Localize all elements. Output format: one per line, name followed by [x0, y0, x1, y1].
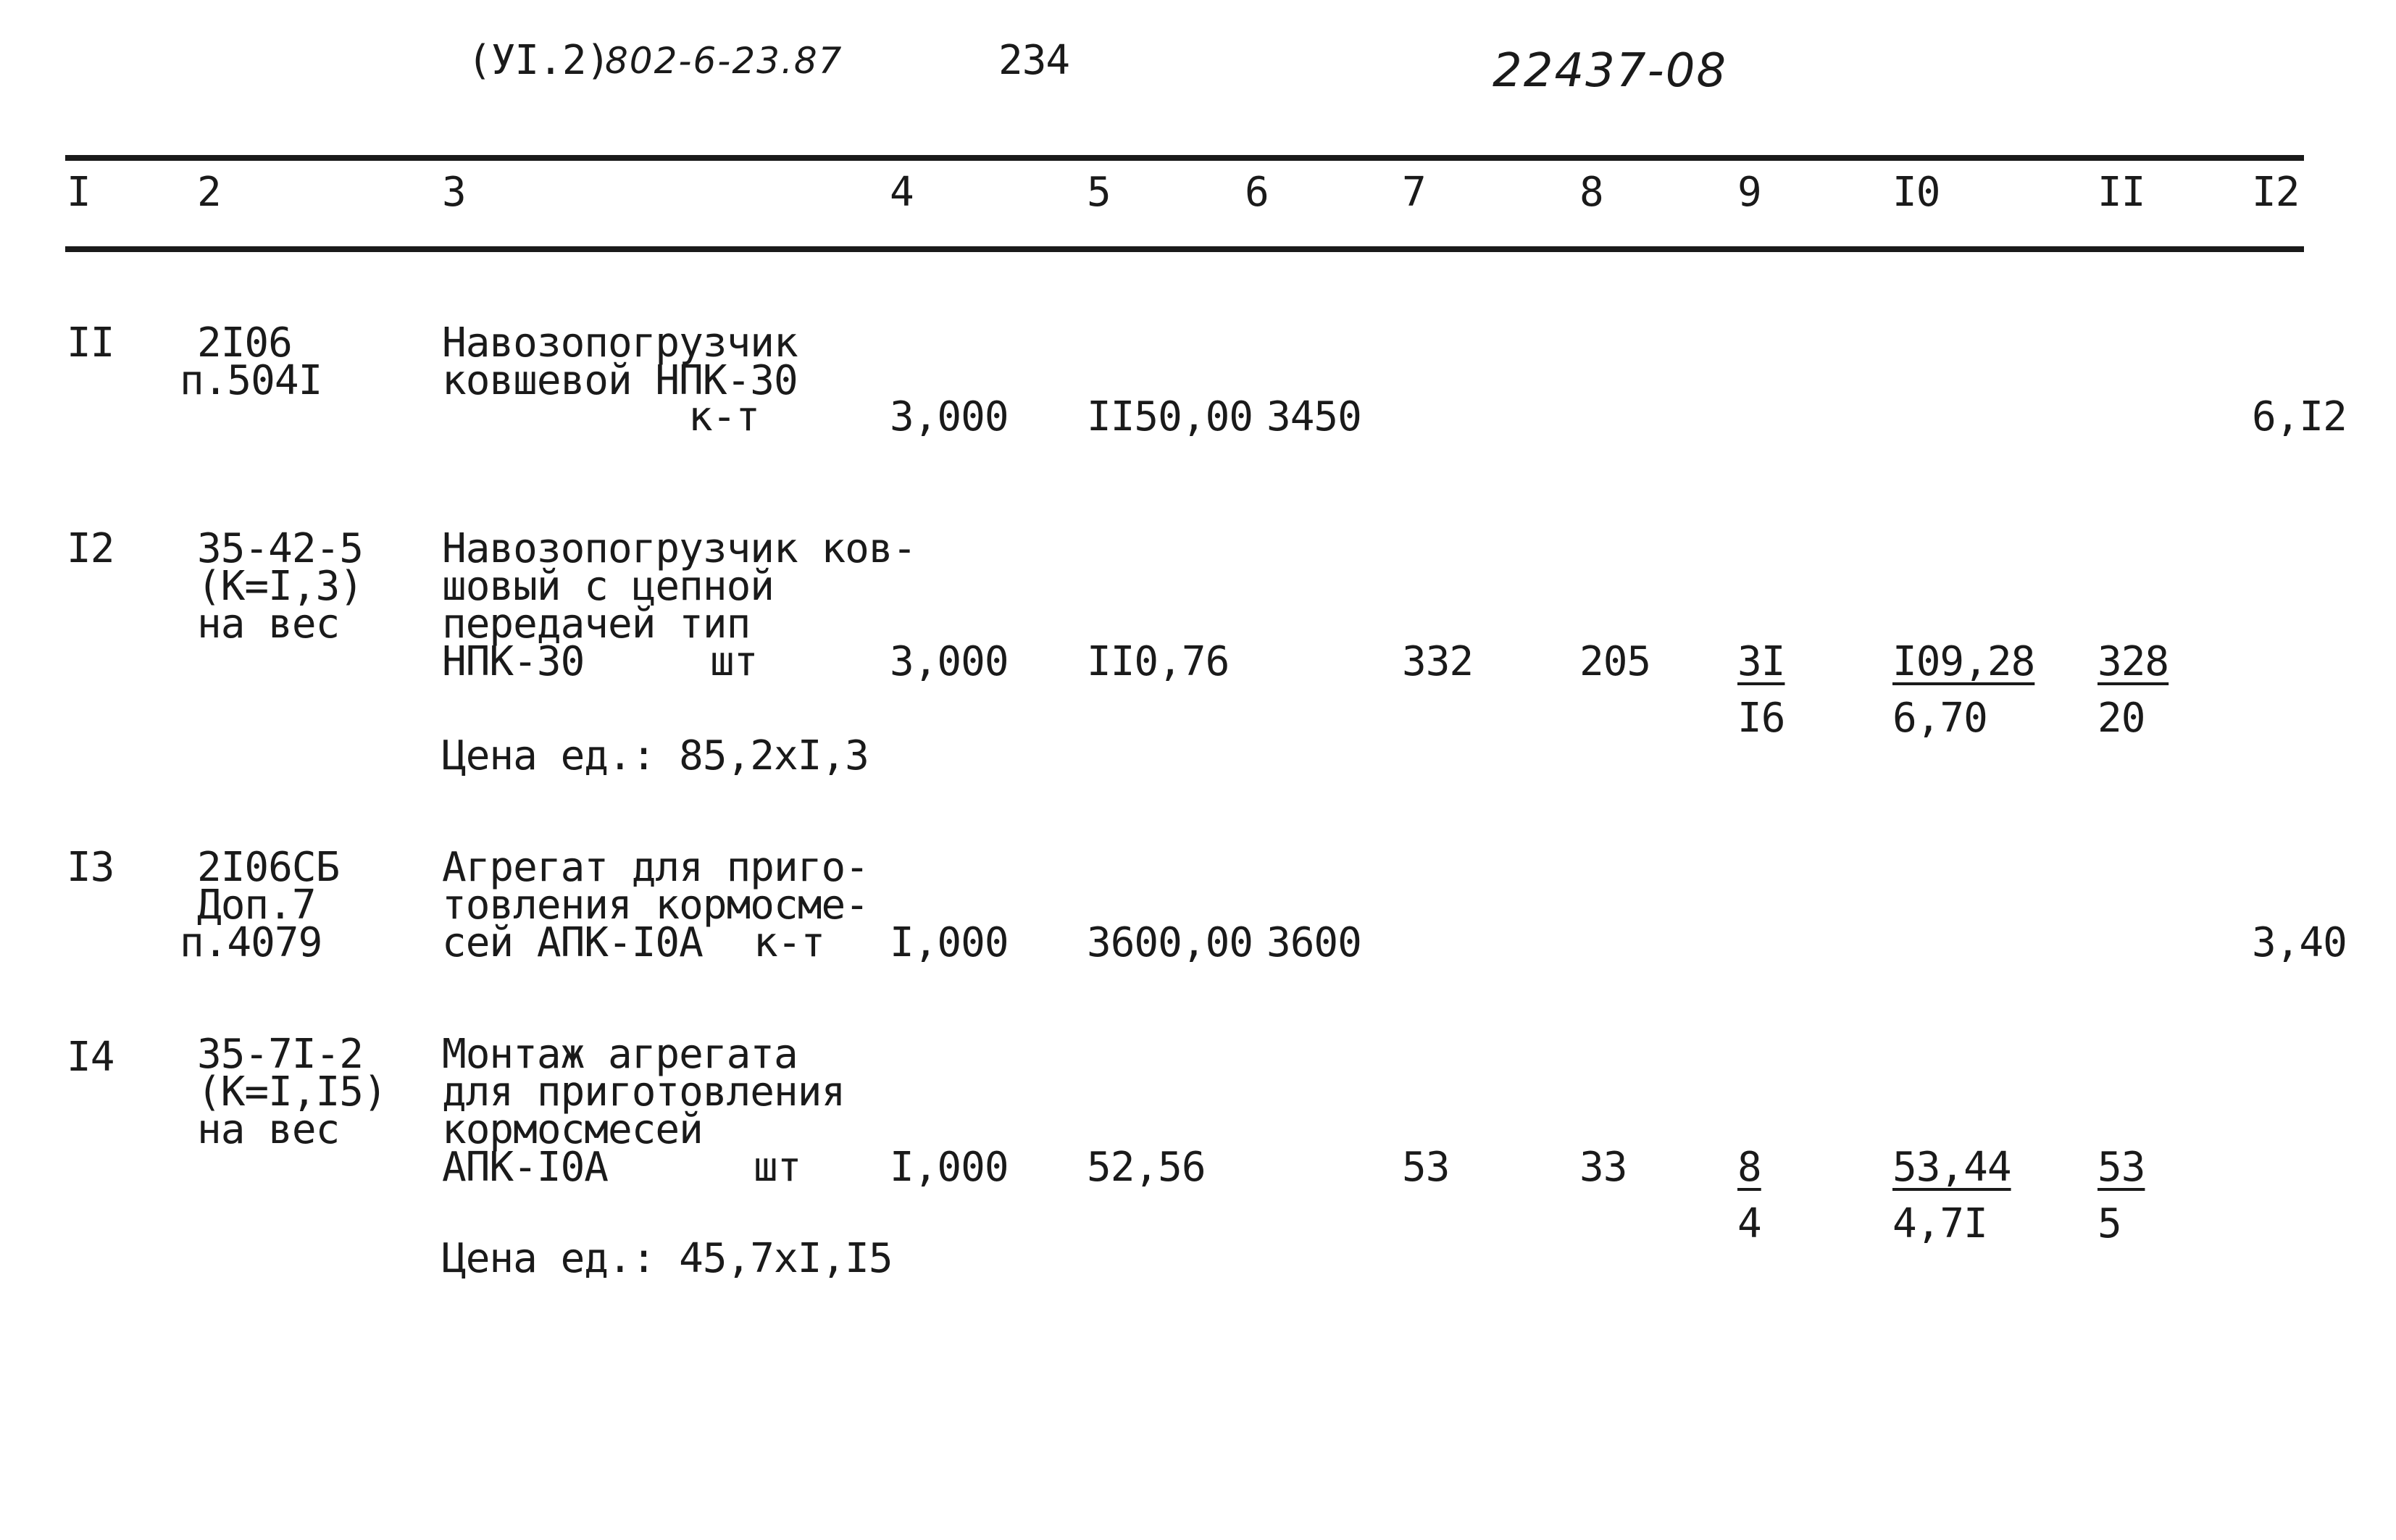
col8-value: 33: [1579, 1144, 1627, 1191]
col12-value: 3,40: [2252, 919, 2347, 966]
page-number: 234: [998, 37, 1070, 84]
top-rule: [65, 155, 2304, 161]
col9-bottom: I6: [1737, 695, 1785, 742]
col9-bottom: 4: [1737, 1200, 1761, 1247]
desc-line: НПК-30: [442, 638, 585, 685]
col-header: 6: [1245, 169, 1269, 216]
desc-line: Навозопогрузчик ков-: [442, 525, 917, 572]
unit: шт: [754, 1144, 801, 1191]
unit-price: II50,00: [1087, 393, 1253, 440]
col11-bottom: 5: [2097, 1200, 2121, 1247]
col9-top: 3I: [1737, 638, 1785, 685]
col-header: 9: [1737, 169, 1761, 216]
desc-line: передачей тип: [442, 600, 751, 648]
unit-price: 3600,00: [1087, 919, 1253, 966]
col-header: I2: [2252, 169, 2300, 216]
col11-top: 328: [2097, 638, 2169, 685]
desc-line: ковшевой НПК-30: [442, 357, 798, 404]
code-line: на вес: [197, 600, 340, 648]
col-header: 8: [1579, 169, 1603, 216]
quantity: I,000: [890, 919, 1009, 966]
unit-price-note: Цена ед.: 45,7хI,I5: [442, 1235, 893, 1282]
code-line: п.504I: [180, 357, 322, 404]
code-line: 2I06СБ: [197, 844, 340, 891]
col-header: 2: [197, 169, 221, 216]
header-rule: [65, 246, 2304, 252]
unit: шт: [710, 638, 758, 685]
row-number: I2: [67, 525, 114, 572]
code-line: п.4079: [180, 919, 322, 966]
col10-bottom: 6,70: [1892, 695, 1987, 742]
unit: к-т: [754, 919, 825, 966]
desc-line: АПК-I0А: [442, 1144, 609, 1191]
code-line: Доп.7: [197, 882, 316, 929]
code-prefix: (УI.2): [467, 37, 610, 84]
row-number: I3: [67, 844, 114, 891]
desc-line: сей АПК-I0А: [442, 919, 703, 966]
col-header: 4: [890, 169, 914, 216]
col-header: 7: [1402, 169, 1426, 216]
desc-line: Агрегат для приго-: [442, 844, 869, 891]
desc-line: товления кормосме-: [442, 882, 869, 929]
col7-value: 53: [1402, 1144, 1450, 1191]
code-line: 35-7I-2: [197, 1031, 364, 1078]
col-header: 3: [442, 169, 466, 216]
col-header: I: [67, 169, 91, 216]
col-header: II: [2097, 169, 2145, 216]
col10-top: I09,28: [1892, 638, 2035, 685]
desc-line: для приготовления: [442, 1068, 846, 1116]
doc-number: 22437-08: [1493, 44, 1728, 98]
unit: к-т: [688, 393, 760, 440]
row-number: I4: [67, 1034, 114, 1081]
quantity: 3,000: [890, 393, 1009, 440]
col-header: I0: [1892, 169, 1940, 216]
quantity: 3,000: [890, 638, 1009, 685]
code-line: (К=I,I5): [197, 1068, 387, 1116]
col9-top: 8: [1737, 1144, 1761, 1191]
code-line: на вес: [197, 1106, 340, 1153]
code-handwritten: 802-6-23.87: [605, 40, 843, 82]
code-line: 35-42-5: [197, 525, 364, 572]
col11-bottom: 20: [2097, 695, 2145, 742]
total-cost: 3450: [1266, 393, 1361, 440]
desc-line: Навозопогрузчик: [442, 319, 798, 367]
col10-top: 53,44: [1892, 1144, 2011, 1191]
desc-line: кормосмесей: [442, 1106, 703, 1153]
unit-price: II0,76: [1087, 638, 1230, 685]
row-number: II: [67, 319, 114, 367]
code-line: (К=I,3): [197, 563, 364, 610]
unit-price: 52,56: [1087, 1144, 1206, 1191]
col10-bottom: 4,7I: [1892, 1200, 1987, 1247]
col8-value: 205: [1579, 638, 1651, 685]
total-cost: 3600: [1266, 919, 1361, 966]
quantity: I,000: [890, 1144, 1009, 1191]
col12-value: 6,I2: [2252, 393, 2347, 440]
col7-value: 332: [1402, 638, 1474, 685]
col-header: 5: [1087, 169, 1111, 216]
col11-top: 53: [2097, 1144, 2145, 1191]
desc-line: Монтаж агрегата: [442, 1031, 798, 1078]
unit-price-note: Цена ед.: 85,2хI,3: [442, 732, 869, 779]
code-line: 2I06: [197, 319, 292, 367]
desc-line: шовый с цепной: [442, 563, 775, 610]
